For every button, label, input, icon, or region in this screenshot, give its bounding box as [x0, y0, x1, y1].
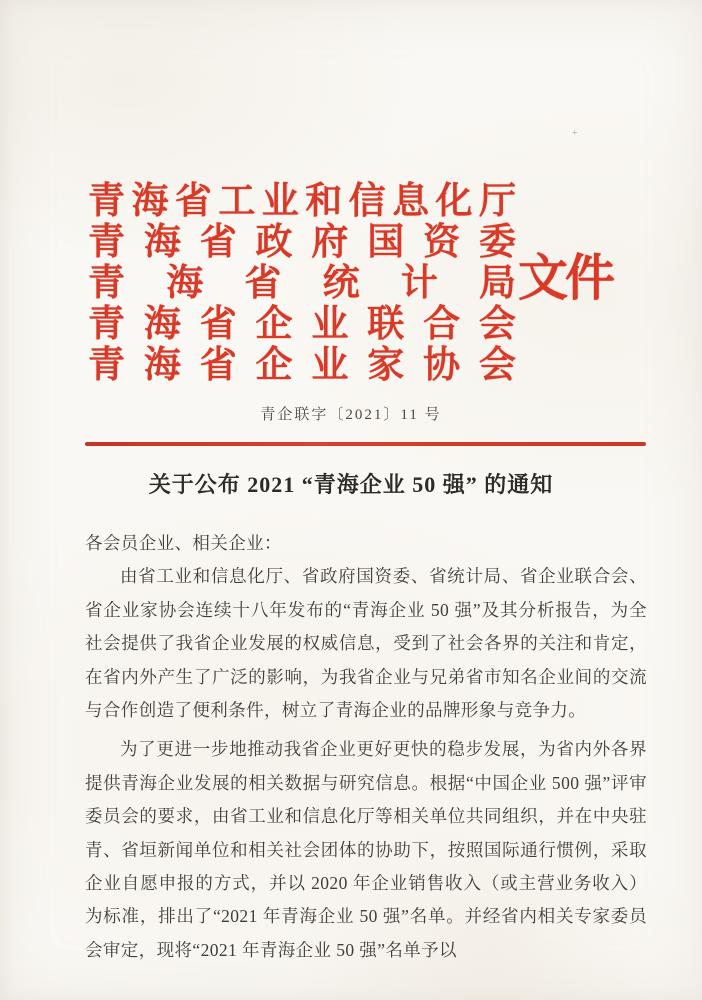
- agency-line-qiyejiaxiehui: 青 海 省 企 业 家 协 会: [88, 345, 516, 386]
- document-body: [85, 527, 647, 967]
- agency-line-guoziwei: 青 海 省 政 府 国 资 委: [88, 222, 516, 263]
- agency-name-block: [88, 181, 516, 386]
- agency-line-qiyelianhehui: 青 海 省 企 业 联 合 会: [88, 304, 516, 345]
- agency-line-tongjiju: 青 海 省 统 计 局: [88, 263, 516, 304]
- salutation-line: 各会员企业、相关企业：: [85, 533, 282, 553]
- document-title: 关于公布 2021 “青海企业 50 强” 的通知: [148, 472, 554, 497]
- body-paragraph-2: 为了更进一步地推动我省企业更好更快的稳步发展，为省内外各界提供青海企业发展的相关数据与研究信息。根据“中国企业 500 强”评审委员会的要求，由省工业和信息化厅等相关单位共同组织，并在中央驻青、省垣新闻单位和相关社会团体的协助下，按照国际通行惯例，采取企业自愿申报的方式，并以 2020 年企业销售收入（或主营业务收入）为标准，排出了“2021 年青海企业 50 强”名单。并经省内相关专家委员会审定，现将“2021 年青海企业 50 强”名单予以: [85, 739, 647, 960]
- scan-artifact-mark: +: [572, 128, 578, 139]
- agency-line-gongxinting: 青 海 省 工 业 和 信 息 化 厅: [88, 181, 516, 222]
- doc-type-label: 文件: [518, 250, 612, 306]
- body-paragraph-1: 由省工业和信息化厅、省政府国资委、省统计局、省企业联合会、省企业家协会连续十八年发布的“青海企业 50 强”及其分析报告，为全社会提供了我省企业发展的权威信息，受到了社会各界的关注和肯定，在省内外产生了广泛的影响，为我省企业与兄弟省市知名企业间的交流与合作创造了便利条件，树立了青海企业的品牌形象与竞争力。: [85, 566, 647, 721]
- red-divider-line: [85, 442, 646, 446]
- red-letterhead: [88, 181, 617, 386]
- doc-number: 青企联字〔2021〕11 号: [260, 407, 442, 423]
